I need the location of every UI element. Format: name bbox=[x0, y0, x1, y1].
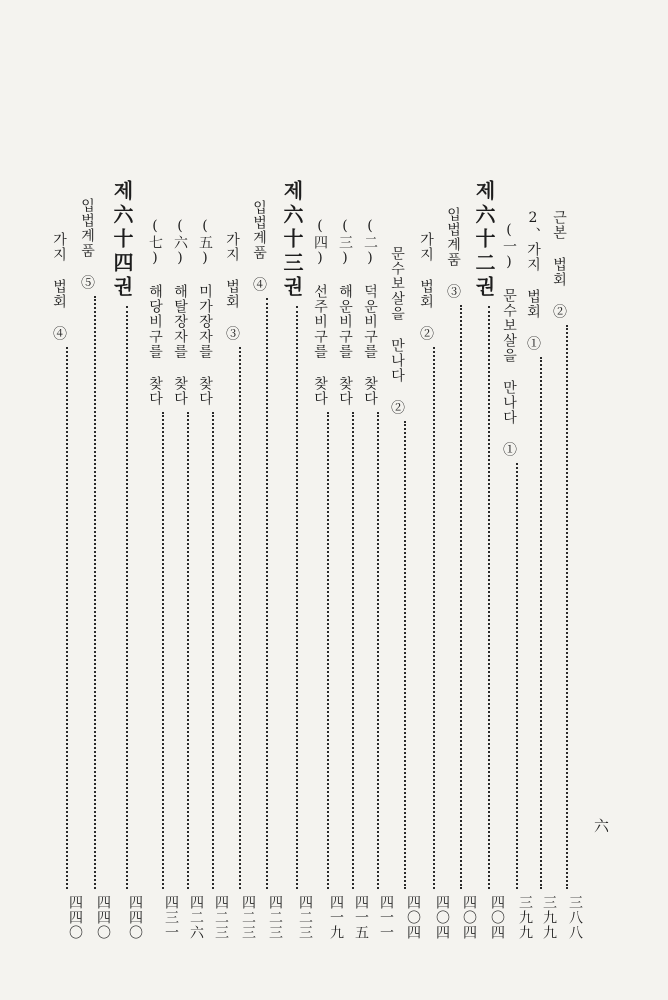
toc-dot-leader bbox=[404, 421, 406, 889]
toc-dot-leader bbox=[433, 347, 435, 889]
toc-entry-page: 四四〇 bbox=[95, 895, 111, 940]
toc-entry-page: 四二三 bbox=[267, 895, 283, 940]
toc-entry-page: 三八八 bbox=[567, 895, 583, 940]
toc-entry-page: 四二三 bbox=[240, 895, 256, 940]
toc-entry-title: (二) 덕운비구를 찾다 bbox=[362, 218, 378, 406]
toc-entry-title: 근본 법회 ② bbox=[551, 210, 567, 319]
toc-entry bbox=[80, 198, 110, 940]
toc-entry bbox=[390, 246, 420, 940]
toc-entry-title: (三) 해운비구를 찾다 bbox=[337, 218, 353, 406]
toc-dot-leader bbox=[377, 412, 379, 889]
toc-entry-title: (七) 해당비구를 찾다 bbox=[147, 218, 163, 406]
toc-entry-title: (五) 미가장자를 찾다 bbox=[197, 218, 213, 406]
toc-entry bbox=[52, 232, 82, 940]
toc-entry-page: 四〇四 bbox=[405, 895, 421, 940]
toc-entry-title: 입법계품 ④ bbox=[251, 200, 267, 292]
toc-dot-leader bbox=[126, 306, 128, 889]
toc-entry bbox=[252, 200, 282, 940]
toc-dot-leader bbox=[66, 347, 68, 889]
toc-entry-page: 四〇四 bbox=[461, 895, 477, 940]
toc-entry-title: 입법계품 ③ bbox=[445, 207, 461, 299]
toc-entry-title: 가지 법회 ④ bbox=[51, 232, 67, 341]
toc-dot-leader bbox=[266, 298, 268, 889]
toc-dot-leader bbox=[352, 412, 354, 889]
toc-dot-leader bbox=[488, 306, 490, 889]
toc-entry-title: 문수보살을 만나다 ② bbox=[389, 246, 405, 415]
toc-entry-page: 四二三 bbox=[213, 895, 229, 940]
toc-entry-page: 四〇四 bbox=[434, 895, 450, 940]
toc-entry-page: 三九九 bbox=[541, 895, 557, 940]
toc-dot-leader bbox=[566, 325, 568, 889]
toc-volume-heading bbox=[282, 180, 312, 940]
toc-entry-title: 제六十四권 bbox=[110, 180, 134, 300]
toc-dot-leader bbox=[540, 357, 542, 889]
toc-entry-page: 四一一 bbox=[378, 895, 394, 940]
toc-entry-page: 四二三 bbox=[297, 895, 313, 940]
toc-entry-page: 四一九 bbox=[328, 895, 344, 940]
toc-entry bbox=[552, 210, 582, 940]
toc-dot-leader bbox=[187, 412, 189, 889]
toc-dot-leader bbox=[296, 306, 298, 889]
toc-entry-title: 가지 법회 ② bbox=[418, 232, 434, 341]
toc-entry bbox=[419, 232, 449, 940]
toc-entry-page: 四四〇 bbox=[127, 895, 143, 940]
page-number: 六 bbox=[592, 818, 610, 833]
toc-entry-page: 四四〇 bbox=[67, 895, 83, 940]
toc-entry bbox=[225, 232, 255, 940]
toc-entry-title: (六) 해탈장자를 찾다 bbox=[172, 218, 188, 406]
toc-entry bbox=[148, 218, 178, 940]
toc-entry-page: 四二六 bbox=[188, 895, 204, 940]
toc-entry-title: 가지 법회 ③ bbox=[224, 232, 240, 341]
toc-entry bbox=[313, 218, 343, 940]
toc-volume-heading bbox=[112, 180, 142, 940]
toc-dot-leader bbox=[460, 305, 462, 889]
toc-entry-page: 三九九 bbox=[517, 895, 533, 940]
toc-dot-leader bbox=[162, 412, 164, 889]
toc-entry-page: 四三一 bbox=[163, 895, 179, 940]
toc-entry-title: 입법계품 ⑤ bbox=[79, 198, 95, 290]
toc-entry-title: (四) 선주비구를 찾다 bbox=[312, 218, 328, 406]
toc-dot-leader bbox=[239, 347, 241, 889]
toc-volume-heading bbox=[474, 180, 504, 940]
toc-dot-leader bbox=[94, 296, 96, 889]
toc-entry-title: 제六十三권 bbox=[280, 180, 304, 300]
toc-entry bbox=[502, 222, 532, 940]
toc-dot-leader bbox=[327, 412, 329, 889]
toc-entry-title: (一) 문수보살을 만나다 ① bbox=[501, 222, 517, 457]
toc-entry-title: 2、가지 법회 ① bbox=[525, 210, 541, 351]
toc-entry-title: 제六十二권 bbox=[472, 180, 496, 300]
toc-entry-page: 四〇四 bbox=[489, 895, 505, 940]
toc-dot-leader bbox=[212, 412, 214, 889]
toc-entry bbox=[446, 207, 476, 940]
toc-entry-page: 四一五 bbox=[353, 895, 369, 940]
toc-dot-leader bbox=[516, 463, 518, 889]
